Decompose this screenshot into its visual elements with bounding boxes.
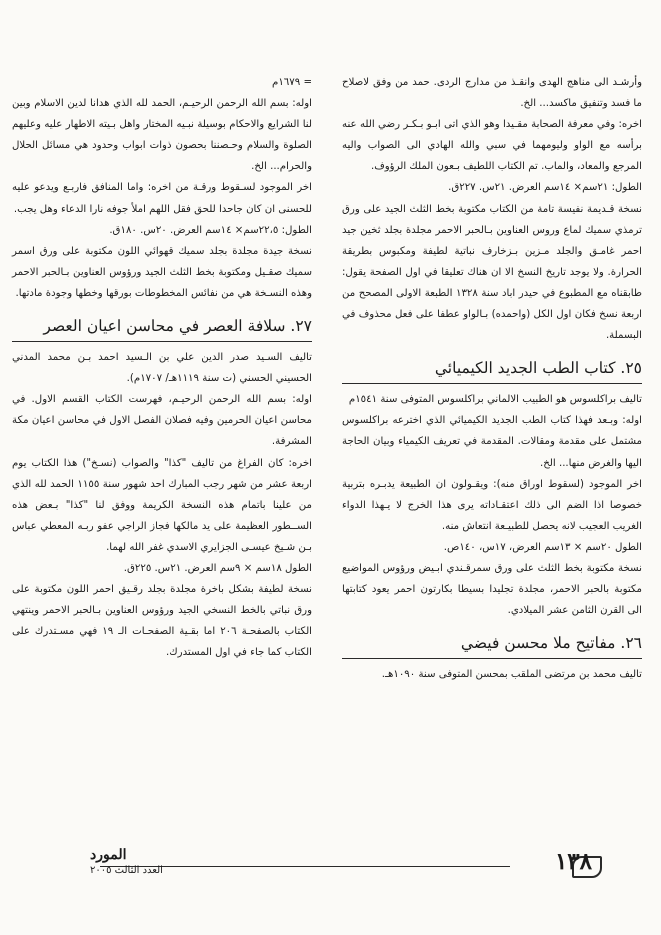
section-heading-26: ٢٦. مفاتيح ملا محسن فيضي — [342, 631, 642, 659]
section-heading-25: ٢٥. كتاب الطب الجديد الكيميائي — [342, 356, 642, 384]
left-para-ending-27: اخره: كان الفراغ من تاليف "كذا" والصواب (نسـخ") هذا الكتاب يوم اربعة عشر من شهر رجب المبارك احد شهور سنة ١١٥٥ الحمد لله الذي من علينا باتمام هذه النسخة الكريمة ووفق لنا "كذا" بـعض هذه الســطور العظيمة على يد مالكها فجاز الراجي عفو ربـه المعطي عباس بـن شـيخ عيسـى الجزايري الاسدي غفر الله لهما. — [12, 457, 312, 553]
right-para-1: وأرشـد الى مناهج الهدى وانقـذ من مدارج الردى. حمد من وفق لاصلاح ما فسد وتنفيق ماكسد... الخ. — [342, 77, 642, 110]
right-dimensions-1: الطول: ٢١سم× ١٤سم العرض. ٢١س. ٢٢٧ق. — [448, 182, 642, 194]
right-para-ending-25: اخر الموجود (لسقوط اوراق منه): ويقـولون ان الطبيعة يدبـره بتربية خصوصا اذا الضم الى ذلك اعتقـاداته يرى هذا الخرج لا يـهذا الدواء الغريب العجيب لانه يحصل للطبيـعة انتعاش منه. — [342, 478, 642, 532]
right-para-author-25: تاليف براكلسوس هو الطبيب الالماني براكلسوس المتوفى سنة ١٥٤١م — [348, 394, 642, 406]
left-para-opening: اوله: بسم الله الرحمن الرحيـم، الحمد لله الذي هدانا لدين الاسلام وبين لنا الشرايع والاحكام بوسيلة نبـيه المختار واهل بـيته الاطهار عليه وعليهم الصلوة والسلام وحـصننا بحصون ذوات ابواب وحدود هي مسائل الحلال والحرام... الخ. — [12, 98, 312, 173]
left-para-author-27: تاليف السـيد صدر الدين علي بن الـسيد احمد بـن محمد المدني الحسيني الحسني (ت سنة ١١١٩هـ/ ١٧٠٧م). — [12, 352, 312, 385]
left-para-description: نسخة جيدة مجلدة بجلد سميك قهوائي اللون مكتوبة على ورق اسمر سميك صقـيل ومكتوبة بخط الثلث الجيد ورؤوس العناوين بـالحبر الاحمر وهذه النسـخة هي من نفائس المخطوطات بورقها وخطها وجودة مادتها. — [12, 245, 312, 299]
right-column — [342, 72, 642, 685]
right-para-3: نسخة قـديمة نفيسة تامة من الكتاب مكتوبة بخط الثلث الجيد على ورق ترمذي سميك لماع وروس العناوين بـالحبر الاحمر مجلدة بجلد ثخين جيد احمر غامـق والجلد مـزين بـزخارف نباتية لطيفة ومكبوس بطريقة الحرارة. ولا يوجد تاريخ النسخ الا ان هناك تعليقا في اول الصفحة يقول: طابقناه مع المطبوع في حيدر اباد سنة ١٣٢٨ الطبعة الاولى المصحح من اربعة نسخ فكان اول الكل (واحمده) بـالواو عطفا على فعل محذوف في البسملة. — [342, 203, 642, 342]
right-para-description-25: نسخة مكتوبة بخط الثلث على ورق سمرقـندي ابـيض ورؤوس المواضيع مكتوبة بالحبر الاحمر، مجلدة تجليدا بسيطا بكارتون احمر يعود كتابتها الى القرن الثامن عشر الميلادي. — [342, 562, 642, 617]
left-dimensions-1: الطول: ٢٢،٥سم× ١٤سم العرض. ٢٠س. ١٨٠ق. — [109, 224, 312, 236]
page-footer — [40, 846, 620, 886]
journal-issue: العدد الثالث ٢٠٠٥ — [90, 865, 163, 876]
left-column — [12, 72, 312, 663]
page-number: ١٣٨ — [554, 848, 592, 875]
left-date-continuation: = ١٦٧٩م — [272, 77, 312, 88]
left-dimensions-27: الطول ١٨سم × ٩سم العرض. ٢١س. ٢٢٥ق. — [123, 562, 312, 574]
journal-name: المورد — [90, 847, 127, 863]
journal-masthead — [90, 846, 163, 878]
left-para-description-27: نسخة لطيفة بشكل باخرة مجلدة بجلد رقـيق احمر اللون مكتوبة على ورق نباتي بالخط النسخي الجيد ورؤوس العناوين بـالحبر الاحمر وينتهي الكتاب بالصفحـة ٢٠٦ اما بقـية الصفحـات الـ ١٩ فهي مسـتدرك على الكتاب كما جاء في اول المستدرك. — [12, 584, 312, 659]
right-dimensions-25: الطول ٢٠سم × ١٣سم العرض، ١٧س، ١٤٠ص. — [443, 541, 642, 553]
left-para-opening-27: اوله: بسم الله الرحمن الرحيـم، فهرست الكتاب القسم الاول. في محاسن اعيان الحرمين وفيه فصلان الفصل الاول في محاسن اعيان مكة المشرفة. — [12, 394, 312, 448]
right-para-author-26: تاليف محمد بن مرتضى الملقب بمحسن المتوفى سنة ١٠٩٠هـ. — [381, 669, 642, 681]
right-para-2: اخره: وفي معرفة الصحابة مقـيدا وهو الذي اتى ابـو بـكـر رضي الله عنه برأسه مع الواو وليومهما في سبي والله الهادي الى الصواب واليه المرجع والمعاد، والماب. تم الكتاب اللطيف بـعون الملك الرؤوف. — [342, 119, 642, 173]
left-para-ending: اخر الموجود لسـقوط ورقـة من اخره: واما المنافق فاربـع ويدعو عليه للحسنى ان كان جاحدا للحق فقل اللهم املأ جوفه نارا الدعاء وهل يجب. — [12, 182, 312, 215]
section-heading-27: ٢٧. سلافة العصر في محاسن اعيان العصر — [12, 314, 312, 342]
right-para-opening-25: اوله: وبـعد فهذا كتاب الطب الجديد الكيميائي الذي اخترعه براكلسوس مشتمل على مقدمة ومقالات. المقدمة في تعريف الكيمياء وبيان الحاجة اليها والغرض منها... الخ. — [342, 415, 642, 469]
